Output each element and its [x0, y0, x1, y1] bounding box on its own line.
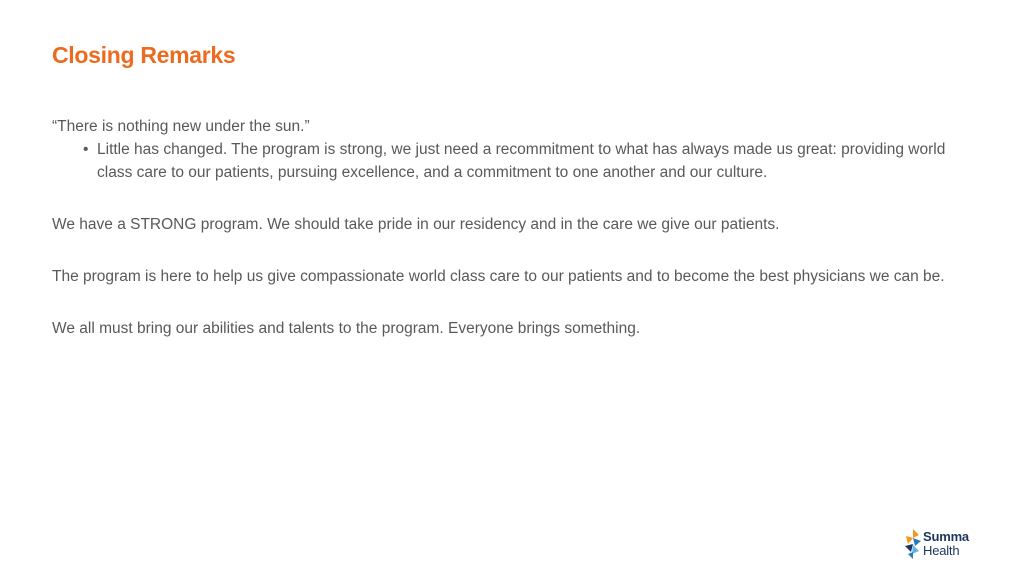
logo-text-health: Health [923, 543, 960, 558]
slide-body [52, 115, 982, 369]
quote-sublist [52, 138, 982, 184]
paragraph-strong-program: We have a STRONG program. We should take pride in our residency and in the care we give our patients. [52, 216, 780, 233]
logo-text-summa: Summa [923, 529, 969, 544]
slide-title: Closing Remarks [52, 42, 236, 68]
summa-pinwheel-icon [902, 526, 924, 562]
summa-health-logo [902, 526, 980, 562]
list-item [83, 138, 982, 184]
paragraph-program-purpose: The program is here to help us give compassionate world class care to our patients and to become the best physicians we can be. [52, 268, 945, 285]
bullet-icon: • [83, 141, 89, 158]
paragraph-abilities-talents: We all must bring our abilities and talents to the program. Everyone brings something. [52, 320, 641, 337]
quote-text: “There is nothing new under the sun.” [52, 118, 310, 135]
quote-bullet-text: Little has changed. The program is strong, we just need a recommitment to what has always made us great: providing world class care to our patients, pursuing excellence, and a commitment to one another and our culture. [97, 141, 946, 181]
